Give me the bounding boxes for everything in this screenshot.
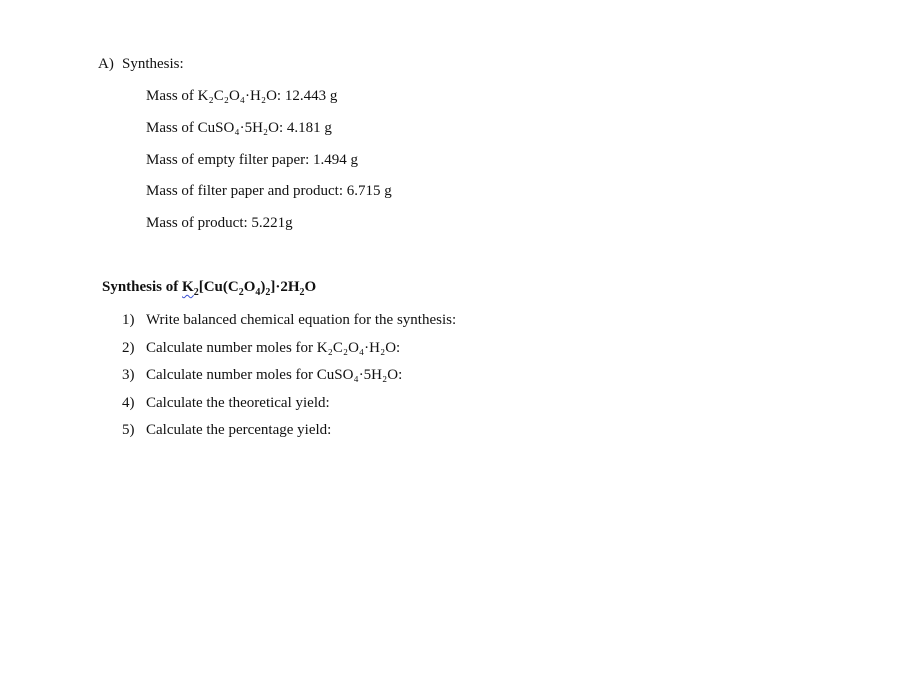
mass-row	[146, 214, 392, 246]
question-text: Calculate number moles for K₂C₂O₄·H₂O:	[146, 339, 401, 356]
heading-o-subscript: 4	[255, 287, 261, 298]
mass-list	[146, 87, 392, 246]
list-item	[122, 311, 456, 339]
mass-row	[146, 182, 392, 214]
mass-row	[146, 119, 392, 151]
mass-value: 4.181 g	[286, 119, 332, 136]
mass-label: Mass of filter paper and product:	[146, 183, 344, 200]
section-a-heading	[98, 55, 184, 73]
list-item	[122, 366, 456, 394]
mass-row	[146, 87, 392, 119]
mass-value: 1.494 g	[313, 151, 359, 168]
heading-k-subscript: 2	[193, 287, 199, 298]
mass-row	[146, 151, 392, 183]
mass-value: 6.715 g	[346, 183, 392, 200]
list-item	[122, 339, 456, 367]
section-a-title: Synthesis:	[122, 56, 184, 72]
mass-label: Mass of empty filter paper:	[146, 151, 310, 168]
heading-bracket-close: )	[260, 279, 266, 295]
question-text: Calculate number moles for CuSO₄·5H₂O:	[146, 367, 403, 383]
synthesis-heading	[102, 277, 316, 297]
mass-label: Mass of product:	[146, 215, 248, 232]
question-number: 2)	[122, 339, 135, 356]
question-number: 5)	[122, 422, 135, 438]
heading-o: O	[243, 279, 256, 295]
heading-k: K	[182, 279, 194, 295]
heading-formula-b: ]·2H	[270, 279, 300, 295]
list-item	[122, 421, 456, 449]
question-list	[122, 311, 456, 449]
question-number: 3)	[122, 367, 135, 383]
spellcheck-underlined-symbol	[182, 279, 199, 298]
question-text: Calculate the theoretical yield:	[146, 394, 330, 411]
mass-value: 12.443 g	[284, 88, 338, 104]
mass-label: Mass of K₂C₂O₄·H₂O:	[146, 88, 282, 104]
mass-label: Mass of CuSO₄·5H₂O:	[146, 119, 284, 136]
question-text: Calculate the percentage yield:	[146, 422, 332, 438]
mass-value: 5.221g	[251, 215, 293, 232]
heading-formula-a: [Cu(C	[198, 279, 239, 295]
question-number: 4)	[122, 394, 135, 411]
heading-c-subscript: 2	[238, 287, 244, 298]
heading-bracket-subscript: 2	[265, 287, 271, 298]
heading-h-subscript: 2	[299, 287, 305, 298]
section-a-marker: A)	[98, 56, 114, 72]
question-number: 1)	[122, 312, 135, 328]
heading-formula-end: O	[304, 279, 317, 295]
question-text: Write balanced chemical equation for the synthesis:	[146, 312, 457, 328]
list-item	[122, 394, 456, 422]
heading-prefix: Synthesis of	[102, 279, 183, 295]
